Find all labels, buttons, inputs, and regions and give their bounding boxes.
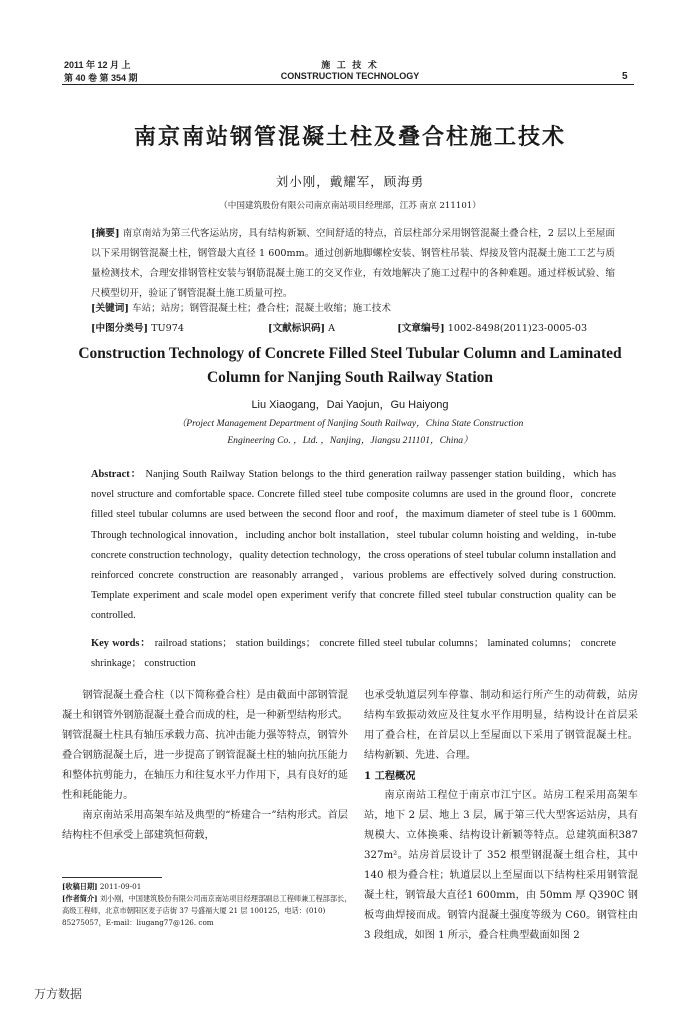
abstract-zh-text: 南京南站为第三代客运站房，具有结构新颖、空间舒适的特点，首层柱部分采用钢管混凝土叠合柱，2 层以上至屋面以下采用钢管混凝土柱，钢管最大直径 1 600mm。通过创新地脚螺栓安装、钢管柱吊装、焊接及管内混凝土施工工艺与质量检测技术，合理安排钢管柱安装与钢筋混凝土施工的交叉作业，有效地解决了施工过程中的各种难题。通过样板试验、缩尺模型切开，验证了钢管混凝土施工质量可控。: [91, 228, 615, 299]
keywords-zh: [91, 300, 615, 314]
body-paragraph: 钢管混凝土叠合柱（以下简称叠合柱）是由截面中部钢管混凝土和钢管外钢筋混凝土叠合而成的柱，是一种新型结构形式。钢管混凝土柱具有轴压承载力高、抗冲击能力强等特点，钢管外叠合钢筋混凝土后，进一步提高了钢管混凝土柱的轴向抗压能力和整体抗剪能力，在轴压力和往复水平力作用下，具有良好的延性和耗能能力。: [62, 690, 348, 801]
abstract-en: [91, 465, 616, 627]
body-paragraph: 南京南站采用高架车站及典型的“桥建合一”结构形式。首层结构柱不但承受上部建筑恒荷载，: [62, 810, 348, 841]
clc-value: TU974: [151, 323, 184, 334]
abstract-zh: [91, 224, 615, 304]
journal-title-en: CONSTRUCTION TECHNOLOGY: [280, 71, 420, 81]
body-left-column: [62, 686, 348, 846]
issue-date: 2011 年 12 月 上: [64, 60, 131, 70]
body-paragraph: 南京南站工程位于南京市江宁区。站房工程采用高架车站，地下 2 层、地上 3 层，属于第三代大型客运站房，具有规模大、立体换乘、结构设计新颖等特点。总建筑面积387 327m²。站房首层设计了 352 根型钢混凝土组合柱，其中 140 根为叠合柱；轨道层以上至屋面以下结构柱采用钢管混凝土柱，钢管最大直径1 600mm，由 50mm 厚 Q390C 钢板弯曲焊接而成。钢管内混凝土强度等级为 C60。钢管柱由 3 段组成，如图 1 所示，叠合柱典型截面如图 2: [364, 790, 638, 941]
section-heading: 1 工程概况: [364, 770, 416, 782]
keywords-en-text: railroad stations； station buildings； concrete filled steel tubular columns； laminated columns； concrete shrinkage； construction: [91, 638, 616, 669]
body-paragraph: 也承受轨道层列车停靠、制动和运行所产生的动荷载，站房结构车致振动效应及往复水平作用明显，结构设计在首层采用了叠合柱，在首层以上至屋面以下采用了钢管混凝土柱。结构新颖、先进、合理。: [364, 690, 638, 761]
article-no-label: [文章编号]: [397, 323, 445, 334]
footnote-rule: [62, 877, 162, 878]
article-title-en: Construction Technology of Concrete Filled Steel Tubular Column and Laminated Column for Nanjing South Railway Station: [78, 345, 622, 386]
keywords-zh-label: [关键词]: [91, 303, 129, 314]
clc-label: [中图分类号]: [91, 323, 149, 334]
affiliation-en-line1: （Project Management Department of Nanjing South Railway，China State Construction: [176, 418, 524, 429]
doc-code-label: [文献标识码]: [268, 323, 326, 334]
received-label: [收稿日期]: [62, 882, 98, 891]
abstract-en-text: Nanjing South Railway Station belongs to the third generation railway passenger station building，which has novel structure and comfortable space. Concrete filled steel tube composite columns are used in the ground floor，concrete filled steel tubular columns are used between the second floor and roof，the maximum diameter of steel tube is 1 600mm. Through technological innovation，including anchor bolt installation，steel tubular column hoisting and welding，in-tube concrete construction technology，quality detection technology，the cross operations of steel tubular column installation and reinforced concrete construction are reasonably arranged，various problems are effectively solved during construction. Template experiment and scale model open experiment verify that concrete filled steel tubular construction quality can be controlled.: [91, 469, 616, 622]
affiliation-zh: （中国建筑股份有限公司南京南站项目经理部，江苏 南京 211101）: [219, 201, 481, 211]
article-title-zh: 南京南站钢管混凝土柱及叠合柱施工技术: [133, 124, 566, 150]
keywords-en-label: Key words：: [91, 638, 152, 649]
affiliation-en-line2: Engineering Co. ，Ltd. ，Nanjing，Jiangsu 211101，China）: [227, 435, 473, 446]
abstract-en-label: Abstract：: [91, 469, 142, 480]
classification-line: [91, 320, 615, 334]
journal-title-zh: 施 工 技 术: [321, 60, 379, 70]
abstract-zh-label: [摘要]: [91, 228, 120, 239]
body-right-column: [364, 686, 638, 946]
authors-zh: 刘小刚，戴耀军，顾海勇: [275, 174, 425, 189]
received-date: 2011-09-01: [99, 882, 142, 891]
article-no-value: 1002-8498(2011)23-0005-03: [447, 323, 588, 334]
header-rule: [62, 84, 634, 85]
author-info-label: [作者简介]: [62, 894, 98, 903]
footnote: [62, 881, 357, 929]
volume-issue: 第 40 卷 第 354 期: [64, 73, 138, 83]
page-number: 5: [622, 71, 628, 82]
doc-code-value: A: [328, 323, 336, 334]
wanfang-watermark: 万方数据: [34, 987, 83, 1001]
keywords-zh-text: 车站；站房；钢管混凝土柱；叠合柱；混凝土收缩；施工技术: [131, 303, 391, 314]
authors-en: Liu Xiaogang，Dai Yaojun，Gu Haiyong: [251, 399, 449, 411]
keywords-en: [91, 634, 616, 674]
author-info: 刘小刚，中国建筑股份有限公司南京南站项目经理部副总工程师兼工程部部长，高级工程师，北京市朝阳区麦子店街 37 号盛福大厦 21 层 100125，电话：(010) 85275057，E-mail：liugang77@126. com: [62, 894, 352, 927]
